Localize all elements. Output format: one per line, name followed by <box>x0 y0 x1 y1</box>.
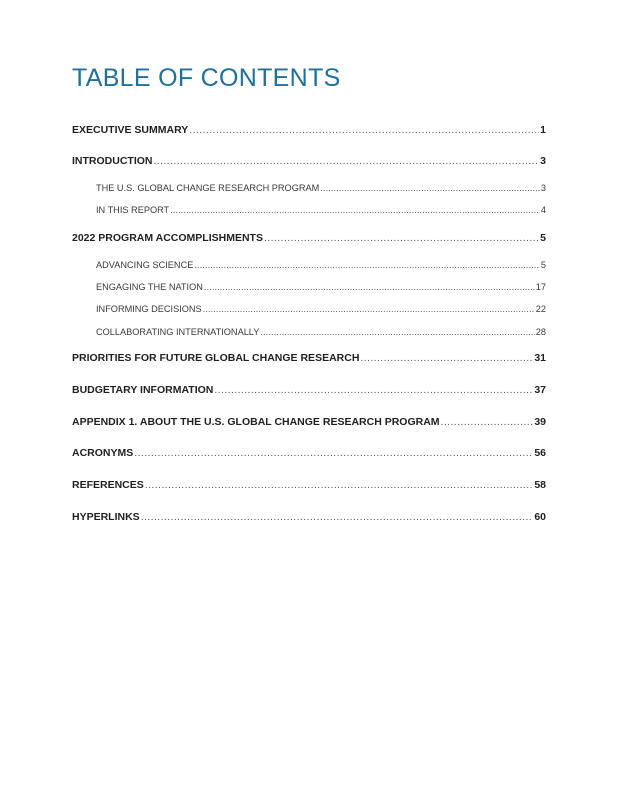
toc-entry-page: 3 <box>540 155 546 167</box>
toc-entry-appendix-1[interactable] <box>72 415 546 429</box>
toc-entry-page: 31 <box>534 352 546 364</box>
toc-entry-hyperlinks[interactable] <box>72 510 546 524</box>
toc-entry-label: ADVANCING SCIENCE <box>96 260 194 270</box>
toc-entry-page: 5 <box>540 232 546 244</box>
dot-leader <box>141 510 534 524</box>
dot-leader <box>154 154 540 168</box>
toc-entry-label: APPENDIX 1. ABOUT THE U.S. GLOBAL CHANGE RESEARCH PROGRAM <box>72 416 440 428</box>
toc-entry-page: 1 <box>540 124 546 136</box>
toc-entry-page: 3 <box>540 183 546 193</box>
toc-entry-page: 60 <box>534 511 546 523</box>
dot-leader <box>189 123 539 137</box>
toc-entry-page: 4 <box>540 205 546 215</box>
dot-leader <box>134 446 533 460</box>
toc-entry-label: EXECUTIVE SUMMARY <box>72 124 189 136</box>
toc-entry-page: 39 <box>534 416 546 428</box>
toc-entry-2022-accomplishments[interactable] <box>72 231 546 245</box>
toc-entry-budgetary-information[interactable] <box>72 383 546 397</box>
dot-leader <box>204 280 535 294</box>
toc-entry-page: 5 <box>540 260 546 270</box>
dot-leader <box>203 302 535 316</box>
dot-leader <box>214 383 533 397</box>
page-title: TABLE OF CONTENTS <box>72 64 341 92</box>
toc-entry-label: ACRONYMS <box>72 447 134 459</box>
toc-entry-acronyms[interactable] <box>72 446 546 460</box>
toc-entry-advancing-science[interactable] <box>72 258 546 272</box>
toc-entry-label: HYPERLINKS <box>72 511 140 523</box>
dot-leader <box>264 231 539 245</box>
toc-entry-label: BUDGETARY INFORMATION <box>72 384 214 396</box>
toc-entry-references[interactable] <box>72 478 546 492</box>
toc-entry-page: 22 <box>535 304 546 314</box>
toc-entry-introduction[interactable] <box>72 154 546 168</box>
toc-entry-label: INTRODUCTION <box>72 155 153 167</box>
toc-entry-page: 28 <box>535 327 546 337</box>
toc-entry-engaging-the-nation[interactable] <box>72 280 546 294</box>
dot-leader <box>360 351 533 365</box>
toc-entry-page: 17 <box>535 282 546 292</box>
toc-entry-priorities[interactable] <box>72 351 546 365</box>
dot-leader <box>320 181 540 195</box>
toc-entry-label: THE U.S. GLOBAL CHANGE RESEARCH PROGRAM <box>96 183 320 193</box>
toc-entry-label: IN THIS REPORT <box>96 205 170 215</box>
toc-entry-in-this-report[interactable] <box>72 203 546 217</box>
dot-leader <box>145 478 534 492</box>
toc-entry-label: INFORMING DECISIONS <box>96 304 202 314</box>
toc-entry-informing-decisions[interactable] <box>72 302 546 316</box>
dot-leader <box>170 203 540 217</box>
dot-leader <box>441 415 534 429</box>
toc-entry-collaborating-internationally[interactable] <box>72 325 546 339</box>
toc-entry-label: REFERENCES <box>72 479 144 491</box>
toc-entry-executive-summary[interactable] <box>72 123 546 137</box>
toc-entry-usgcrp[interactable] <box>72 181 546 195</box>
toc-entry-label: COLLABORATING INTERNATIONALLY <box>96 327 260 337</box>
dot-leader <box>194 258 540 272</box>
dot-leader <box>260 325 534 339</box>
toc-entry-label: ENGAGING THE NATION <box>96 282 203 292</box>
toc-entry-label: 2022 PROGRAM ACCOMPLISHMENTS <box>72 232 263 244</box>
toc-entry-page: 58 <box>534 479 546 491</box>
toc-entry-page: 37 <box>534 384 546 396</box>
toc-entry-page: 56 <box>534 447 546 459</box>
toc-entry-label: PRIORITIES FOR FUTURE GLOBAL CHANGE RESEARCH <box>72 352 360 364</box>
